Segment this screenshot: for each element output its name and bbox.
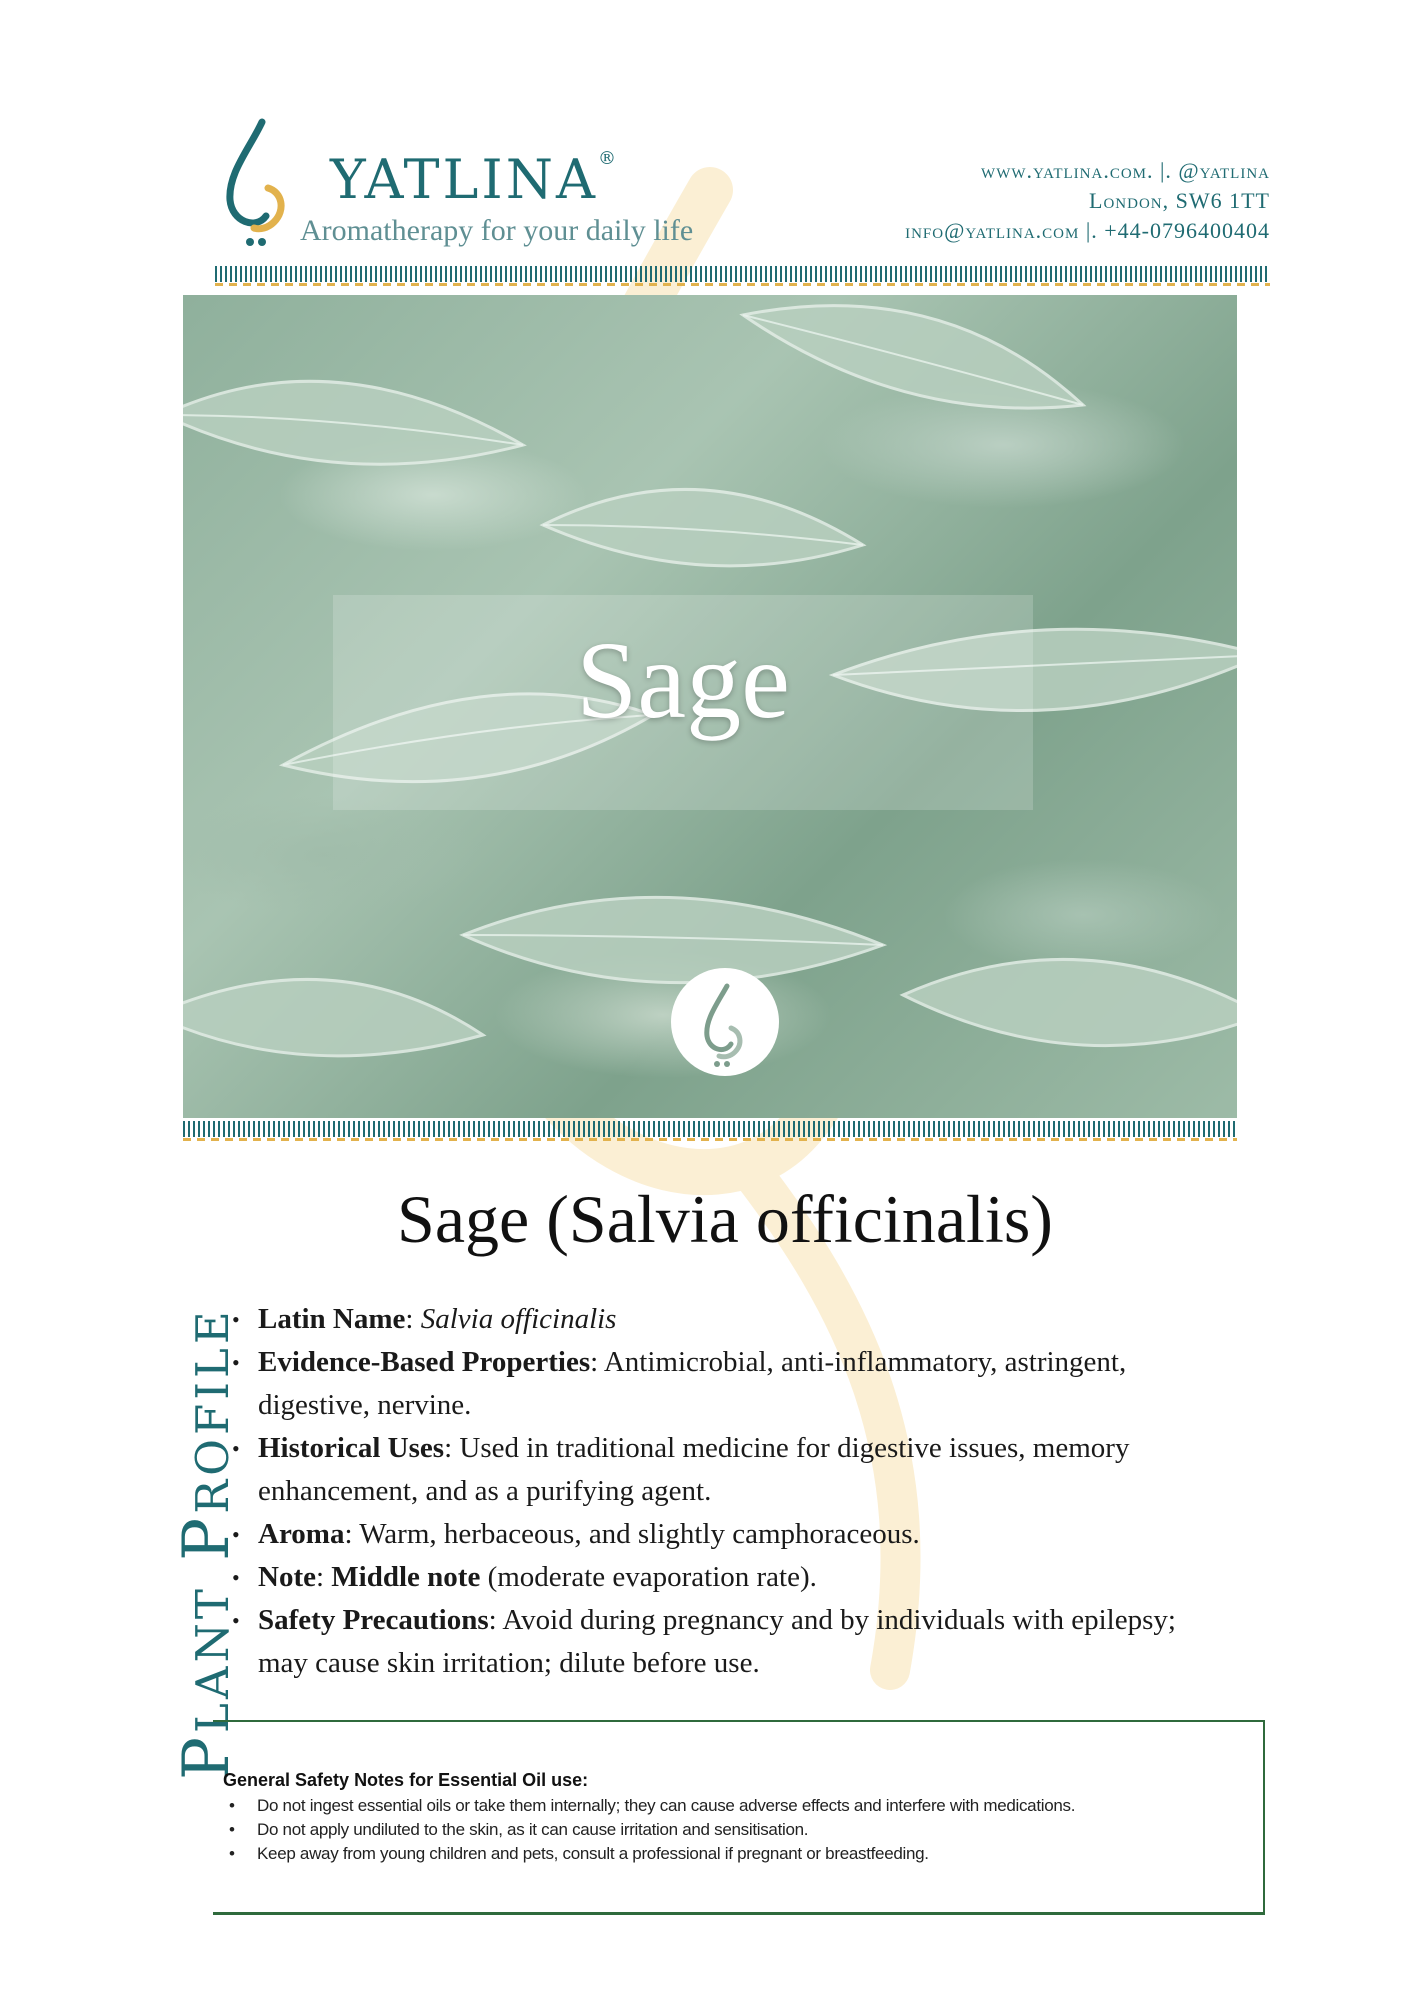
brand-tagline: Aromatherapy for your daily life: [300, 214, 694, 247]
safety-notes-list: [223, 1794, 1243, 1866]
list-item: [230, 1556, 1230, 1599]
property-separator: :: [590, 1346, 604, 1378]
property-separator: :: [444, 1432, 460, 1464]
property-value: Antimicrobial, anti-inflammatory, astringent, digestive, nervine.: [258, 1346, 1127, 1421]
property-separator: :: [344, 1518, 360, 1550]
safety-notes-box: [213, 1720, 1265, 1915]
list-item: • Do not apply undiluted to the skin, as it can cause irritation and sensitisation.: [223, 1818, 1243, 1842]
brand-name: YATLINA®: [330, 148, 619, 211]
property-value: Warm, herbaceous, and slightly camphoraceous.: [359, 1518, 920, 1550]
list-item: • Do not ingest essential oils or take them internally; they can cause adverse effects and interfere with medications.: [223, 1794, 1243, 1818]
list-item: • Keep away from young children and pets, consult a professional if pregnant or breastfeeding.: [223, 1842, 1243, 1866]
property-value: (moderate evaporation rate).: [480, 1561, 817, 1593]
list-item: [230, 1427, 1230, 1513]
list-item: [230, 1341, 1230, 1427]
contact-website[interactable]: www.yatlina.com. |. @yatlina: [981, 158, 1270, 183]
property-label: Evidence-Based Properties: [258, 1346, 591, 1378]
property-value: Salvia officinalis: [420, 1303, 617, 1335]
contact-address: London, SW6 1TT: [1089, 188, 1270, 213]
property-label: Aroma: [258, 1518, 345, 1550]
property-separator: :: [488, 1604, 503, 1636]
contact-email-phone[interactable]: info@yatlina.com |. +44-0796400404: [905, 218, 1270, 243]
list-item: [230, 1599, 1230, 1685]
property-label: Historical Uses: [258, 1432, 445, 1464]
property-label: Safety Precautions: [258, 1604, 489, 1636]
hero-title: Sage: [576, 619, 790, 741]
yatlina-drop-logo-icon: [220, 118, 300, 248]
hero-logo-badge: [671, 968, 779, 1076]
header: [210, 118, 1270, 258]
property-label: Latin Name: [258, 1303, 406, 1335]
property-value: Avoid during pregnancy and by individuals with epilepsy; may cause skin irritation; dilute before use.: [258, 1604, 1176, 1679]
safety-notes-title: General Safety Notes for Essential Oil use:: [223, 1770, 589, 1790]
property-separator: :: [405, 1303, 421, 1335]
plant-properties-list: [230, 1298, 1230, 1685]
plant-title: Sage (Salvia officinalis): [397, 1181, 1053, 1257]
hero-sage-image: [183, 295, 1237, 1118]
property-value-bold: Middle note: [331, 1561, 481, 1593]
list-item: [230, 1513, 1230, 1556]
contact-block: [905, 156, 1270, 246]
property-separator: :: [315, 1561, 332, 1593]
header-divider: [215, 266, 1270, 282]
drop-logo-icon: [671, 968, 779, 1076]
list-item: [230, 1298, 1230, 1341]
property-label: Note: [258, 1561, 316, 1593]
hero-divider: [183, 1121, 1237, 1137]
plant-profile-side-label: Plant Profile: [170, 1307, 244, 1780]
trademark-symbol: ®: [597, 148, 619, 169]
property-value: Used in traditional medicine for digestive issues, memory enhancement, and as a purifying agent.: [258, 1432, 1130, 1507]
